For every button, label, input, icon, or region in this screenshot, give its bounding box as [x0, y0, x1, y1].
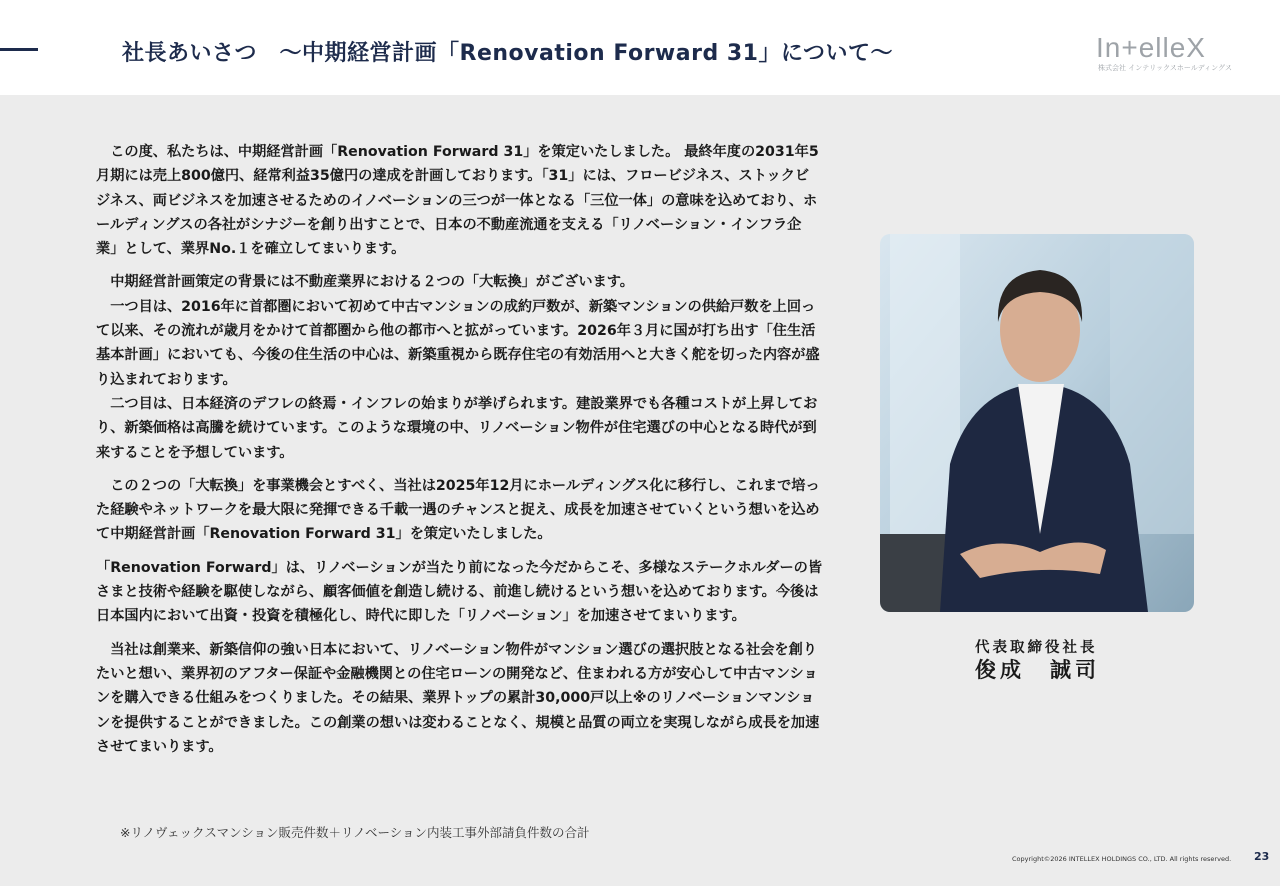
page-number: 23	[1254, 850, 1270, 863]
footnote: ※リノヴェックスマンション販売件数＋リノベーション内装工事外部請負件数の合計	[120, 825, 590, 840]
portrait-illustration	[880, 234, 1194, 612]
header-bar	[0, 0, 1280, 95]
paragraph: 中期経営計画策定の背景には不動産業界における２つの「大転換」がございます。	[110, 274, 634, 291]
president-title: 代表取締役社長	[975, 640, 1098, 656]
president-name: 俊成 誠司	[975, 658, 1100, 682]
paragraph: この２つの「大転換」を事業機会とすべく、当社は2025年12月にホールディングス化に移行し、これまで培った経験やネットワークを最大限に発揮できる千載一遇のチャンスと捉え、成長を加速させていくという想いを込めて中期経営計画「Renovation Forward 31」を策定いたしました。	[96, 477, 820, 543]
logo-wordmark: In+elleX	[1096, 32, 1206, 63]
message-body	[96, 140, 822, 759]
president-portrait	[880, 234, 1194, 612]
copyright-notice: Copyright©2026 INTELLEX HOLDINGS CO., LTD. All rights reserved.	[1012, 855, 1232, 863]
paragraph: 当社は創業来、新築信仰の強い日本において、リノベーション物件がマンション選びの選択肢となる社会を創りたいと想い、業界初のアフター保証や金融機関との住宅ローンの開発など、住まわれる方が安心して中古マンションを購入できる仕組みをつくりました。その結果、業界トップの累計30,000戸以上※のリノベーションマンションを提供することができました。この創業の想いは変わることなく、規模と品質の両立を実現しながら成長を加速させてまいります。	[96, 641, 820, 755]
page-title: 社長あいさつ ～中期経営計画「Renovation Forward 31」について～	[122, 41, 894, 66]
paragraph: 一つ目は、2016年に首都圏において初めて中古マンションの成約戸数が、新築マンションの供給戸数を上回って以来、その流れが歳月をかけて首都圏から他の都市へと拡がっています。2026年３月に国が打ち出す「住生活基本計画」においても、今後の住生活の中心は、新築重視から既存住宅の有効活用へと大きく舵を切った内容が盛り込まれております。	[96, 298, 820, 388]
paragraph: 二つ目は、日本経済のデフレの終焉・インフレの始まりが挙げられます。建設業界でも各種コストが上昇しており、新築価格は高騰を続けています。このような環境の中、リノベーション物件が住宅選びの中心となる時代が到来することを予想しています。	[96, 395, 818, 461]
paragraph: 「Renovation Forward」は、リノベーションが当たり前になった今だからこそ、多様なステークホルダーの皆さまと技術や経験を駆使しながら、顧客価値を創造し続ける、前進し続けるという想いを込めております。今後は日本国内において出資・投資を積極化し、時代に即した「リノベーション」を加速させてまいります。	[96, 559, 823, 625]
logo-subtitle: 株式会社 インテリックスホールディングス	[1098, 64, 1232, 72]
header-accent-rule	[0, 48, 38, 51]
paragraph: この度、私たちは、中期経営計画「Renovation Forward 31」を策定いたしました。 最終年度の2031年5月期には売上800億円、経常利益35億円の達成を計画しております。「31」には、フロービジネス、ストックビジネス、両ビジネスを加速させるためのイノベーションの三つが一体となる「三位一体」の意味を込めており、ホールディングスの各社がシナジーを創り出すことで、日本の不動産流通を支える「リノベーション・インフラ企業」として、業界No.１を確立してまいります。	[96, 144, 819, 258]
company-logo	[1096, 34, 1246, 74]
